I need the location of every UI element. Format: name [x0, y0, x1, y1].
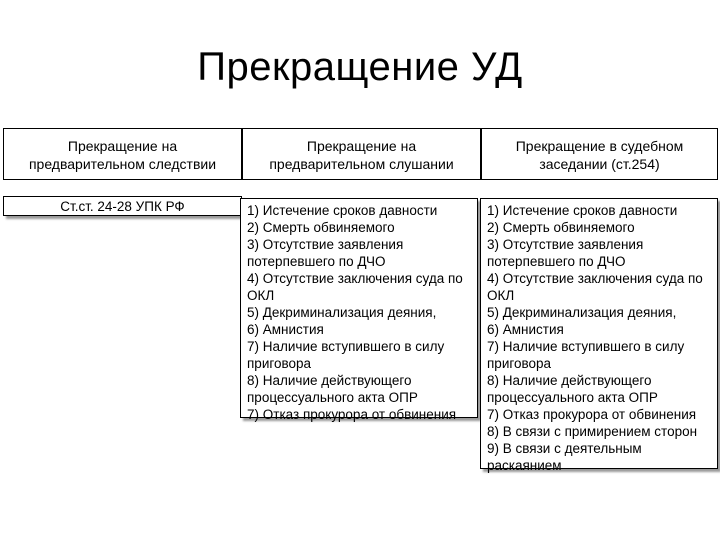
list-item: 9) В связи с деятельным [487, 441, 642, 456]
list-item: 5) Декриминализация деяния, [247, 305, 437, 320]
list-item: ОКЛ [487, 288, 515, 303]
header-label: Прекращение на предварительном слушании [269, 138, 454, 172]
list-item: 1) Истечение сроков давности [247, 203, 438, 218]
list-item: 7) Отказ прокурора от обвинения [247, 407, 457, 422]
column1-box [3, 196, 242, 216]
list-item: процессуального акта ОПР [487, 390, 658, 405]
list-item: потерпевшего по ДЧО [247, 254, 386, 269]
header-label: Прекращение в судебном заседании (ст.254) [515, 138, 684, 172]
list-item: 8) В связи с примирением сторон [487, 424, 698, 439]
list-item: 4) Отсутствие заключения суда по [487, 271, 703, 286]
page-title: Прекращение УД [197, 45, 523, 89]
list-item: приговора [247, 356, 312, 371]
list-item: 1) Истечение сроков давности [487, 203, 678, 218]
list-item: процессуального акта ОПР [247, 390, 418, 405]
list-item: 7) Наличие вступившего в силу [247, 339, 445, 354]
list-item: 8) Наличие действующего [247, 373, 412, 388]
list-item: 3) Отсутствие заявления [487, 237, 644, 252]
list-item: приговора [487, 356, 552, 371]
list-item: 2) Смерть обвиняемого [247, 220, 395, 235]
header-court-session [481, 128, 718, 180]
list-item: 7) Отказ прокурора от обвинения [487, 407, 697, 422]
list-item: 2) Смерть обвиняемого [487, 220, 635, 235]
list-item: 7) Наличие вступившего в силу [487, 339, 685, 354]
list-item: ОКЛ [247, 288, 275, 303]
list-item: 8) Наличие действующего [487, 373, 652, 388]
list-item: 3) Отсутствие заявления [247, 237, 404, 252]
column3-box [480, 198, 718, 473]
list-item: 4) Отсутствие заключения суда по [247, 271, 463, 286]
column1-text: Ст.ст. 24-28 УПК РФ [60, 199, 185, 214]
header-preliminary-investigation [3, 128, 242, 180]
list-item: 6) Амнистия [247, 322, 324, 337]
header-preliminary-hearing [242, 128, 481, 180]
list-item: 5) Декриминализация деяния, [487, 305, 677, 320]
header-label: Прекращение на предварительном следствии [28, 138, 217, 172]
column2-box [240, 198, 478, 422]
list-item: 6) Амнистия [487, 322, 564, 337]
list-item: потерпевшего по ДЧО [487, 254, 626, 269]
list-item: раскаянием [487, 458, 562, 473]
